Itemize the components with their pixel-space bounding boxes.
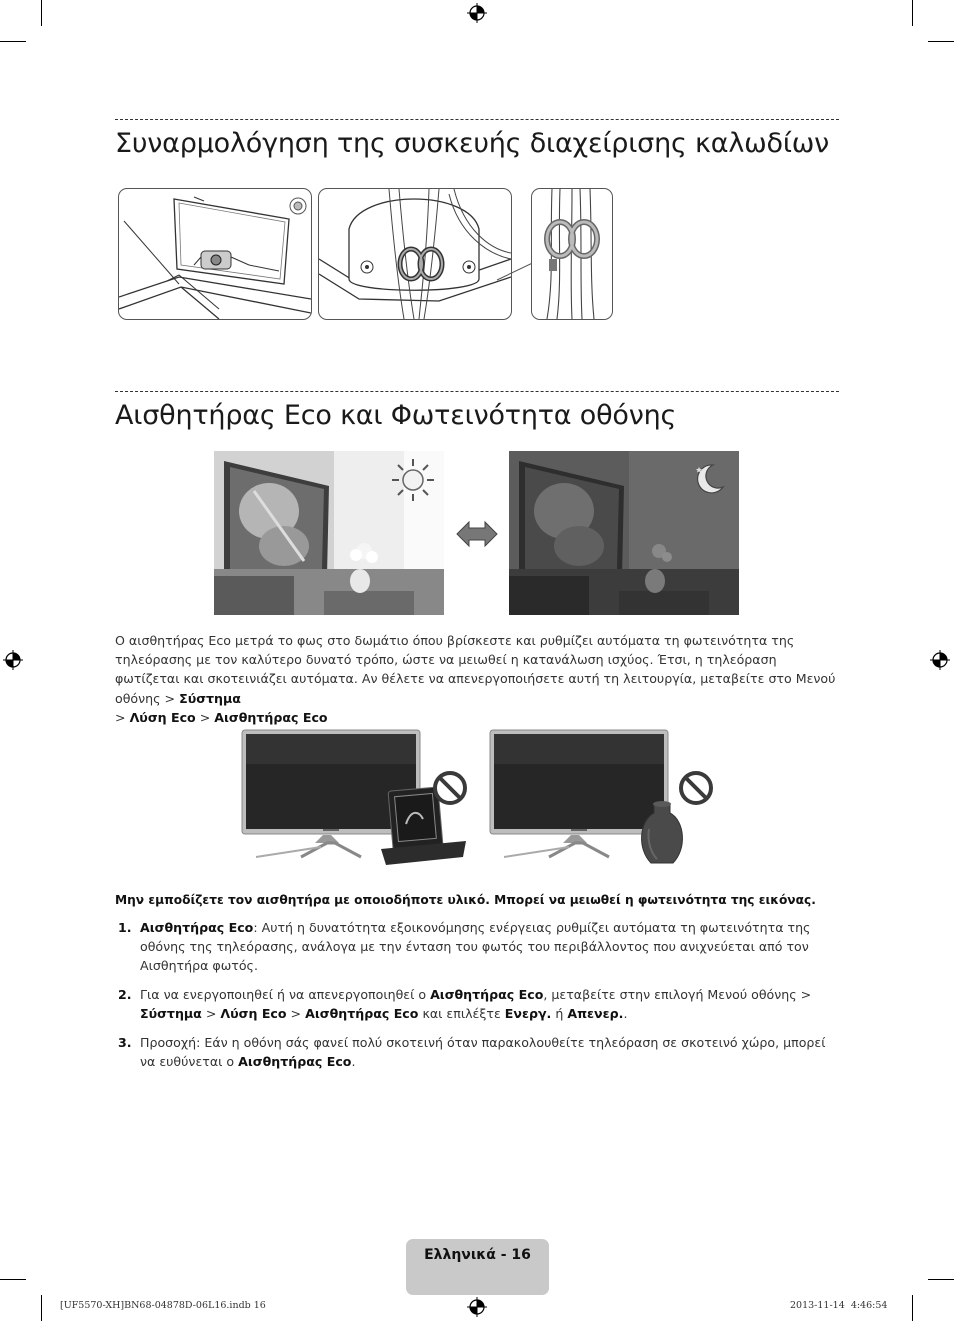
menu-path-eco-solution: Λύση Eco [129, 709, 196, 725]
footer-file-info: [UF5570-XH]BN68-04878D-06L16.indb 16 [60, 1300, 266, 1311]
crop-mark-bottom-right-h [928, 1279, 954, 1280]
crop-mark-top-left-v [41, 0, 42, 26]
item-text: ή [551, 1006, 568, 1022]
section-title-eco-sensor: Αισθητήρας Eco και Φωτεινότητα οθόνης [115, 400, 677, 431]
registration-mark-icon [930, 650, 950, 670]
menu-path-separator: > [115, 709, 130, 725]
sensor-warning: Μην εμποδίζετε τον αισθητήρα με οποιοδήποτε υλικό. Μπορεί να μειωθεί η φωτεινότητα της εικόνας. [115, 893, 816, 907]
item-text: . [623, 1006, 628, 1022]
registration-mark-icon [3, 650, 23, 670]
option-on: Ενεργ. [504, 1006, 552, 1022]
menu-path-separator: > [286, 1006, 306, 1022]
item-text: : Αυτή η δυνατότητα εξοικονόμησης ενέργειας ρυθμίζει αυτόματα τη φωτεινότητα της οθόνης της τηλεόρασης, ανάλογα με την ένταση του φωτός του περιβάλλοντος που ανιχνεύεται από τον Αισθητήρα φωτός. [140, 920, 811, 974]
registration-mark-icon [467, 3, 487, 23]
item-number: 3. [118, 1035, 132, 1050]
registration-mark-icon [467, 1297, 487, 1317]
section-title-cable-manager: Συναρμολόγηση της συσκευής διαχείρισης καλωδίων [115, 128, 830, 159]
room-bright-photo [214, 451, 444, 615]
item-number: 1. [118, 920, 132, 935]
sun-icon [390, 457, 436, 503]
crop-mark-bottom-left-h [0, 1279, 26, 1280]
double-arrow-icon [455, 519, 499, 549]
item-text: , μεταβείτε στην επιλογή Μενού οθόνης > [543, 987, 812, 1002]
list-item [118, 985, 838, 1023]
cable-manager-illustration-detail [531, 188, 613, 320]
description-text: Ο αισθητήρας Eco μετρά το φως στο δωμάτιο όπου βρίσκεστε και ρυθμίζει αυτόματα τη φωτεινότητα της τηλεόρασης με τον καλύτερο δυνατό τρόπο, ώστε να μειωθεί η κατανάλωση ισχύος. Έτσι, η τηλεόραση φωτίζεται και σκοτεινιάζει αυτόματα. Αν θέλετε να απενεργοποιήσετε αυτή τη λειτουργία, μεταβείτε στο Μενού οθόνης > [115, 633, 836, 706]
menu-path-eco-solution: Λύση Eco [220, 1006, 287, 1022]
crop-mark-top-left-h [0, 41, 26, 42]
crop-mark-top-right-h [928, 41, 954, 42]
cable-manager-illustration-stand [118, 188, 312, 320]
section-divider [115, 391, 839, 392]
menu-path-system: Σύστημα [179, 690, 241, 706]
menu-path-separator: > [201, 1006, 221, 1022]
page-number-tab [406, 1239, 549, 1295]
item-text: και επιλέξτε [418, 1006, 505, 1022]
item-text: . [351, 1054, 356, 1070]
menu-path-system: Σύστημα [140, 1006, 202, 1022]
menu-path-eco-sensor: Αισθητήρας Eco [305, 1006, 419, 1022]
moon-icon [691, 461, 727, 497]
eco-sensor-description [115, 631, 839, 727]
item-term: Αισθητήρας Eco [238, 1054, 352, 1070]
crop-mark-top-right-v [912, 0, 913, 26]
menu-path-eco-sensor: Αισθητήρας Eco [214, 709, 328, 725]
footer-timestamp: 2013-11-14 ￼ 4:46:54 [790, 1300, 888, 1311]
item-number: 2. [118, 987, 132, 1002]
page-number: Ελληνικά - 16 [424, 1247, 531, 1263]
section-divider [115, 119, 839, 120]
tv-blocked-by-frame-illustration [241, 729, 469, 869]
option-off: Απενερ. [567, 1006, 624, 1022]
item-term: Αισθητήρας Eco [140, 920, 254, 935]
item-text: Για να ενεργοποιηθεί ή να απενεργοποιηθεί ο [140, 987, 431, 1002]
menu-path-separator: > [195, 709, 215, 725]
crop-mark-bottom-right-v [912, 1295, 913, 1321]
item-text: Προσοχή: Εάν η οθόνη σάς φανεί πολύ σκοτεινή όταν παρακολουθείτε τηλεόραση σε σκοτεινό χώρο, μπορεί να ευθύνεται ο [140, 1035, 826, 1070]
crop-mark-bottom-left-v [41, 1295, 42, 1321]
list-item [118, 1033, 838, 1071]
item-term: Αισθητήρας Eco [430, 987, 544, 1002]
list-item [118, 918, 838, 976]
room-dark-photo [509, 451, 739, 615]
tv-blocked-by-vase-illustration [489, 729, 717, 869]
cable-manager-illustration-closeup [318, 188, 512, 320]
